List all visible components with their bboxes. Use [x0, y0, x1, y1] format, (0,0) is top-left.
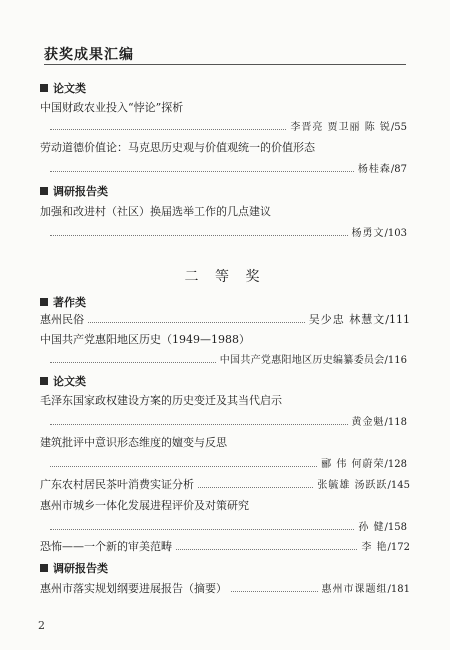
toc-entry-author: 张毓雄 汤跃跃	[317, 480, 388, 491]
toc-entry-page: /116	[384, 355, 407, 366]
toc-entry-author: 杨勇文	[351, 228, 385, 239]
toc-entry-leader	[46, 351, 407, 366]
toc-entry-title[interactable]: 建筑批评中意识形态维度的嬗变与反思	[40, 436, 227, 449]
dot-leader	[50, 171, 354, 172]
toc-entry-title: 恐怖——一个新的审美范畴	[40, 540, 172, 553]
square-bullet-icon	[40, 187, 48, 195]
toc-entry-title: 惠州市落实规划纲要进展报告（摘要）	[40, 582, 227, 595]
toc-entry-page: /158	[384, 522, 407, 533]
toc-entry-page: /111	[385, 313, 410, 326]
toc-entry-title: 惠州民俗	[40, 313, 84, 326]
square-bullet-icon	[40, 298, 48, 306]
toc-entry-title[interactable]: 劳动道德价值论：马克思历史观与价值观统一的价值形态	[40, 141, 315, 154]
square-bullet-icon	[40, 564, 48, 572]
section-heading-papers	[40, 80, 86, 96]
page-number: 2	[38, 619, 45, 632]
dot-leader	[88, 322, 305, 323]
toc-entry-title[interactable]: 加强和改进村（社区）换届选举工作的几点建议	[40, 205, 271, 218]
header-rule	[44, 64, 406, 65]
section-heading-label: 调研报告类	[53, 185, 108, 198]
dot-leader	[231, 591, 318, 592]
running-header	[44, 44, 406, 64]
toc-entry-leader	[46, 518, 407, 533]
toc-entry-page: /172	[387, 542, 410, 553]
toc-entry-title[interactable]: 中国共产党惠阳地区历史（1949—1988）	[40, 333, 250, 346]
toc-entry-page: /87	[390, 164, 407, 175]
toc-entry-author: 郦 伟 何蔚荣	[321, 459, 385, 470]
dot-leader	[176, 549, 357, 550]
toc-entry-page: /128	[384, 459, 407, 470]
square-bullet-icon	[40, 377, 48, 385]
toc-entry-page: /145	[387, 480, 410, 491]
toc-entry-leader	[46, 118, 407, 133]
section-heading-papers	[40, 373, 86, 389]
header-title: 获奖成果汇编	[44, 47, 134, 63]
toc-entry-title[interactable]: 惠州市城乡一体化发展进程评价及对策研究	[40, 499, 249, 512]
dot-leader	[50, 235, 348, 236]
dot-leader	[50, 529, 354, 530]
toc-entry-leader	[46, 455, 407, 470]
section-heading-label: 著作类	[53, 296, 86, 309]
section-heading-research-reports	[40, 560, 108, 576]
toc-entry-leader	[46, 413, 407, 428]
toc-entry-title: 广东农村居民茶叶消费实证分析	[40, 478, 194, 491]
toc-entry-author: 李 艳	[361, 542, 388, 553]
dot-leader	[50, 129, 286, 130]
toc-entry-author: 李晋亮 贾卫丽 陈 锐	[290, 122, 391, 133]
dot-leader	[50, 466, 317, 467]
toc-entry-leader	[46, 224, 407, 239]
toc-entry-title[interactable]: 毛泽东国家政权建设方案的历史变迁及其当代启示	[40, 394, 282, 407]
toc-entry-page: /103	[384, 228, 407, 239]
section-heading-label: 调研报告类	[53, 562, 108, 575]
toc-entry-author: 惠州市课题组	[321, 584, 388, 595]
section-heading-label: 论文类	[53, 82, 86, 95]
toc-entry-page: /181	[387, 584, 410, 595]
toc-entry[interactable]	[40, 476, 410, 492]
section-heading-label: 论文类	[53, 375, 86, 388]
toc-entry-author: 吴少忠 林慧文	[308, 313, 386, 326]
dot-leader	[198, 487, 313, 488]
prize-level-heading: 二 等 奖	[184, 269, 266, 285]
dot-leader	[50, 424, 348, 425]
toc-entry-author: 黄金魁	[351, 417, 385, 428]
toc-entry-title[interactable]: 中国财政农业投入“悖论”探析	[40, 101, 184, 114]
dot-leader	[50, 362, 216, 363]
section-heading-books	[40, 294, 86, 310]
toc-entry-author: 杨桂森	[357, 164, 391, 175]
toc-entry-author: 孙 健	[358, 522, 385, 533]
toc-entry[interactable]	[40, 311, 410, 327]
toc-entry-leader	[46, 160, 407, 175]
toc-entry[interactable]	[40, 538, 410, 554]
toc-entry-author: 中国共产党惠阳地区历史编纂委员会	[219, 355, 385, 366]
section-heading-research-reports	[40, 183, 108, 199]
toc-entry-page: /118	[384, 417, 407, 428]
toc-entry-page: /55	[390, 122, 407, 133]
toc-entry[interactable]	[40, 580, 410, 596]
square-bullet-icon	[40, 84, 48, 92]
